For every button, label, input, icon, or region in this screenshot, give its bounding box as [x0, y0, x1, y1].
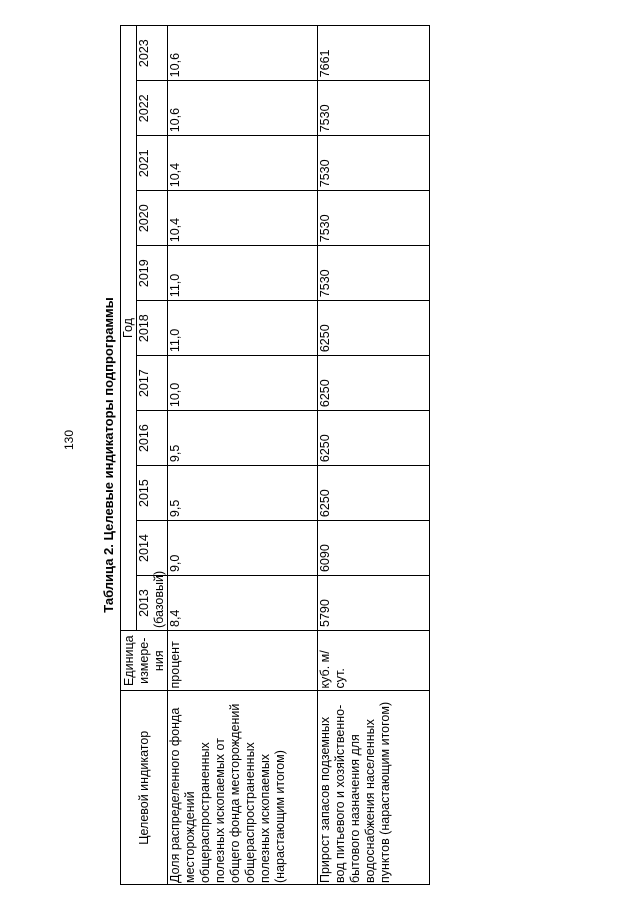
header-year: 2020 — [137, 191, 168, 246]
indicator-cell: Доля распределенного фонда месторождений общераспространенных полезных ископаемых от общего фонда месторождений общераспространенных полезных ископаемых (нарастающим итогом) — [168, 691, 318, 885]
value-cell: 11,0 — [168, 301, 318, 356]
value-cell: 10,6 — [168, 81, 318, 136]
value-cell: 7530 — [318, 191, 430, 246]
table-row — [168, 26, 318, 885]
rotated-table-block — [100, 25, 430, 885]
value-cell: 7530 — [318, 81, 430, 136]
header-year: 2021 — [137, 136, 168, 191]
value-cell: 5790 — [318, 576, 430, 631]
value-cell: 9,0 — [168, 521, 318, 576]
header-year: 2014 — [137, 521, 168, 576]
header-year: 2015 — [137, 466, 168, 521]
header-year: 2013 (базовый) — [137, 576, 168, 631]
page-number: 130 — [62, 429, 76, 450]
value-cell: 6090 — [318, 521, 430, 576]
value-cell: 6250 — [318, 411, 430, 466]
header-year: 2023 — [137, 26, 168, 81]
header-year: 2019 — [137, 246, 168, 301]
unit-cell: куб. м/сут. — [318, 631, 430, 691]
header-year: 2017 — [137, 356, 168, 411]
header-year: 2018 — [137, 301, 168, 356]
header-year: 2022 — [137, 81, 168, 136]
table-row — [318, 26, 430, 885]
value-cell: 7530 — [318, 136, 430, 191]
value-cell: 9,5 — [168, 411, 318, 466]
header-indicator: Целевой индикатор — [121, 691, 168, 885]
header-year-group: Год — [121, 26, 137, 631]
value-cell: 10,4 — [168, 191, 318, 246]
value-cell: 10,4 — [168, 136, 318, 191]
value-cell: 6250 — [318, 356, 430, 411]
indicator-cell: Прирост запасов подземных вод питьевого и хозяйственно-бытового назначения для водоснабжения населенных пунктов (нарастающим итогом) — [318, 691, 430, 885]
table-title: Таблица 2. Целевые индикаторы подпрограммы — [101, 297, 116, 613]
value-cell: 7661 — [318, 26, 430, 81]
header-row-1 — [121, 26, 137, 885]
value-cell: 7530 — [318, 246, 430, 301]
header-unit: Единица измерения — [121, 631, 168, 691]
value-cell: 6250 — [318, 466, 430, 521]
value-cell: 10,6 — [168, 26, 318, 81]
header-year: 2016 — [137, 411, 168, 466]
target-indicators-table — [120, 25, 430, 885]
value-cell: 6250 — [318, 301, 430, 356]
unit-cell: процент — [168, 631, 318, 691]
value-cell: 9,5 — [168, 466, 318, 521]
value-cell: 10,0 — [168, 356, 318, 411]
value-cell: 11,0 — [168, 246, 318, 301]
value-cell: 8,4 — [168, 576, 318, 631]
